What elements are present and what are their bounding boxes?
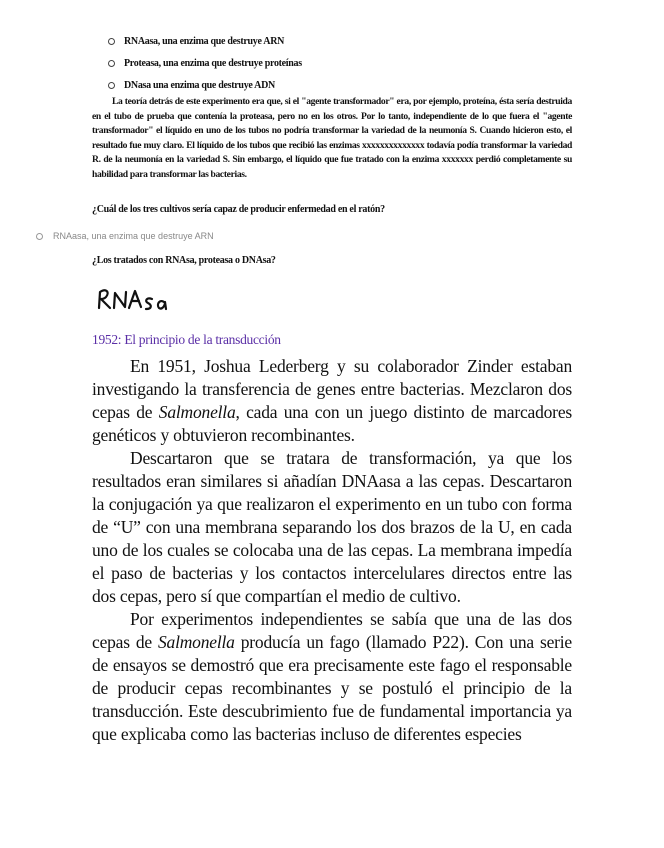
section-heading: 1952: El principio de la transducción xyxy=(92,332,281,347)
italic-term: Salmonella xyxy=(158,402,236,422)
radio-circle-icon xyxy=(36,233,43,240)
list-item xyxy=(108,74,578,96)
answer-option[interactable] xyxy=(36,231,214,241)
paragraph-1: En 1951, Joshua Lederberg y su colaborador Zinder estaban investigando la transferencia de genes entre bacterias. Mezclaron dos cepas de Salmonella, cada una con un juego distinto de marcadores genéticos y obtuvieron recombinantes. xyxy=(92,356,572,445)
bullet-text: Proteasa, una enzima que destruye proteínas xyxy=(124,57,302,69)
bullet-circle-icon xyxy=(108,60,115,67)
question-2: ¿Los tratados con RNAsa, proteasa o DNAsa? xyxy=(92,255,276,266)
list-item xyxy=(108,30,578,52)
italic-term: Salmonella xyxy=(157,632,235,652)
theory-paragraph: La teoría detrás de este experimento era que, si el "agente transformador" era, por ejemplo, proteína, ésta sería destruida en el tubo de prueba que contenía la proteasa, pero no en los otros. Por lo tanto, independiente de lo que fuera el "agente transformador" el líquido en uno de los tubos no podría transformar la variedad de la neumonía S. Cuando hicieron esto, el resultado fue muy claro. El líquido de los tubos que recibió las enzimas xxxxxxxxxxxxxx todavía podía transformar la variedad R. de la neumonía en la variedad S. Sin embargo, el líquido que fue tratado con la enzima xxxxxxx perdió completamente su habilidad para transformar las bacterias. xyxy=(92,96,572,180)
list-item xyxy=(108,52,578,74)
enzyme-bullet-list xyxy=(108,30,578,96)
paragraph-2: Descartaron que se tratara de transformación, ya que los resultados eran similares si añadían DNAasa a las cepas. Descartaron la conjugación ya que realizaron el experimento en un tubo con forma de “U” con una membrana separando los dos brazos de la U, en cada uno de los cuales se colocaba una de las cepas. La membrana impedía el paso de bacterias y los contactos intercelulares directos entre las dos cepas, pero sí que compartían el medio de cultivo. xyxy=(92,448,572,606)
handwritten-answer xyxy=(94,282,174,316)
body-text xyxy=(92,355,572,746)
paragraph-3: Por experimentos independientes se sabía que una de las dos cepas de Salmonella producía un fago (llamado P22). Con una serie de ensayos se demostró que era precisamente este fago el responsable de producir cepas recombinantes y se postuló el principio de la transducción. Este descubrimiento fue de fundamental importancia ya que explicaba como las bacterias incluso de diferentes especies xyxy=(92,609,572,744)
bullet-text: RNAasa, una enzima que destruye ARN xyxy=(124,35,285,47)
answer-text: RNAasa, una enzima que destruye ARN xyxy=(53,231,214,241)
bullet-text: DNasa una enzima que destruye ADN xyxy=(124,79,275,91)
bullet-circle-icon xyxy=(108,38,115,45)
question-1: ¿Cuál de los tres cultivos sería capaz de producir enfermedad en el ratón? xyxy=(92,204,385,215)
bullet-circle-icon xyxy=(108,82,115,89)
